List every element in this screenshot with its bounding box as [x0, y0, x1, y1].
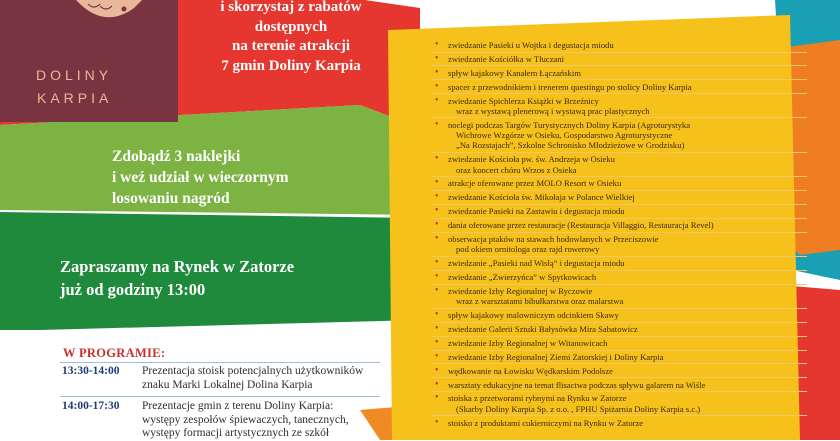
program-heading: W PROGRAMIE:: [63, 346, 166, 360]
attraction-line: • noclegi podczas Targów Turystycznych Doliny Karpia (Agroturystyka: [448, 119, 691, 130]
attraction-line: • zwiedzanie Izby Regionalnej Ziemi Zatorskiej i Doliny Karpia: [448, 351, 664, 362]
attraction-line: • atrakcje oferowane przez MOLO Resort w Osieku: [448, 178, 622, 189]
attraction-item: [432, 286, 807, 307]
list-divider: [432, 204, 807, 205]
attraction-item: [432, 220, 807, 230]
attraction-line: „Na Rozstajach”, Szkolne Schronisko Młodzieżowe w Grodzisku): [456, 140, 685, 151]
attraction-line: • zwiedzanie „Pasieki nad Wisłą” i degustacja miodu: [448, 258, 625, 269]
attraction-line: wraz z wystawą plenerową i wystawą prac plastycznych: [456, 105, 650, 116]
program-section: [63, 346, 165, 361]
list-divider: [432, 176, 807, 177]
attraction-item: [432, 40, 807, 50]
attraction-line: • warsztaty edukacyjne na temat flisactwa podczas spływu galarem na Wiśle: [448, 379, 706, 390]
attraction-item: [432, 178, 807, 188]
list-divider: [432, 79, 807, 80]
attraction-item: [432, 380, 807, 390]
program-divider: [60, 362, 380, 363]
attraction-item: [432, 54, 807, 64]
list-divider: [432, 52, 807, 53]
list-divider: [432, 270, 807, 271]
program-desc-line: Prezentacje gmin z terenu Doliny Karpia:: [142, 400, 334, 412]
attraction-line: • spływ kajakowy malowniczym odcinkiem Skawy: [448, 310, 619, 321]
carp-icon: [74, 0, 144, 26]
attraction-item: [432, 96, 807, 117]
attraction-item: [432, 68, 807, 78]
logo-text-line1: DOLINY: [36, 67, 113, 83]
program-time: 13:30-14:00: [62, 365, 120, 377]
attraction-line: • obserwacja ptaków na stawach hodowlanych w Przeciszowie: [448, 233, 659, 244]
attraction-item: [432, 206, 807, 216]
program-desc-line: Prezentacja stoisk potencjalnych użytkowników: [142, 365, 364, 377]
attraction-line: • stoisko z produktami cukierniczymi na Rynku w Zatorze: [448, 417, 644, 428]
doliny-karpia-logo: [0, 0, 178, 122]
attraction-item: [432, 234, 807, 255]
intro-line: 7 gmin Doliny Karpia: [221, 57, 361, 74]
intro-text: [196, 0, 386, 76]
attraction-item: [432, 120, 807, 151]
list-divider: [432, 232, 807, 233]
attraction-item: [432, 324, 807, 334]
attraction-line: wraz z warsztatami bibułkarstwa oraz malarstwa: [456, 296, 624, 307]
list-divider: [432, 363, 807, 364]
attraction-line: (Skarby Doliny Karpia Sp. z o.o. , FPHU Spiżarnia Doliny Karpia s.c.): [456, 403, 701, 414]
attraction-item: [432, 192, 807, 202]
intro-line: i skorzystaj z rabatów: [220, 0, 362, 15]
list-divider: [432, 256, 807, 257]
attraction-line: Wichrowe Wzgórze w Osieku, Gospodarstwo Agroturystyczne: [456, 130, 673, 141]
sticker-line: losowaniu nagród: [112, 190, 230, 207]
attraction-item: [432, 154, 807, 175]
attraction-line: • zwiedzanie Kościoła pw. św. Andrzeja w Osieku: [448, 154, 615, 165]
attraction-item: [432, 338, 807, 348]
intro-line: na terenie atrakcji: [231, 38, 351, 54]
attraction-line: • zwiedzanie Kościółka w Tłuczani: [448, 53, 565, 64]
program-desc: [142, 400, 387, 441]
program-time: 14:00-17:30: [62, 400, 120, 412]
attraction-item: [432, 310, 807, 320]
attraction-line: • wędkowanie na Łowisku Wędkarskim Podolsze: [448, 365, 613, 376]
attraction-line: • spacer z przewodnikiem i trenerem questingu po stolicy Doliny Karpia: [448, 81, 692, 92]
list-divider: [432, 284, 807, 285]
attraction-line: • zwiedzanie Izby Regionalnej w Witanowicach: [448, 337, 608, 348]
attraction-line: • spływ kajakowy Kanałem Łączańskim: [448, 67, 581, 78]
list-divider: [432, 377, 807, 378]
program-desc-line: występy zespołów śpiewaczych, tanecznych,: [142, 413, 349, 426]
list-divider: [432, 93, 807, 94]
list-divider: [432, 350, 807, 351]
invite-line: już od godziny 13:00: [60, 280, 206, 299]
invite-line: Zapraszamy na Rynek w Zatorze: [60, 257, 295, 276]
list-divider: [432, 336, 807, 337]
attraction-line: pod okiem ornitologa oraz rajd rowerowy: [456, 244, 600, 255]
attraction-line: • zwiedzanie Spichlerza Książki w Brzeźnicy: [448, 95, 599, 106]
invitation-text: [60, 255, 390, 301]
list-divider: [432, 218, 807, 219]
program-divider: [60, 396, 380, 397]
list-divider: [432, 322, 807, 323]
list-divider: [432, 117, 807, 118]
program-desc-line: występy formacji artystycznych ze szkół: [142, 427, 330, 439]
attraction-line: • zwiedzanie Pasieki u Wojtka i degustacja miodu: [448, 40, 614, 50]
attraction-line: • zwiedzanie Izby Regionalnej w Ryczowie: [448, 285, 593, 296]
attraction-item: [432, 393, 807, 414]
sticker-line: i weź udział w wieczornym: [112, 169, 289, 186]
list-divider: [432, 415, 807, 416]
attraction-line: • zwiedzanie Pasieki na Zastawiu i degustacja miodu: [448, 206, 625, 217]
attraction-line: • stoiska z przetworami rybnymi na Rynku w Zatorze: [448, 393, 627, 404]
sticker-contest-text: [112, 146, 362, 209]
attraction-item: [432, 272, 807, 282]
attraction-item: [432, 418, 807, 428]
attraction-line: oraz koncert chóru Wrzos z Osieka: [456, 164, 577, 175]
logo-text-line2: KARPIA: [37, 90, 113, 106]
program-desc: [142, 365, 387, 392]
list-divider: [432, 308, 807, 309]
intro-line: dostępnych: [254, 18, 328, 35]
list-divider: [432, 152, 807, 153]
attraction-item: [432, 366, 807, 376]
attraction-line: • dania oferowane przez restauracje (Restauracja Villaggio, Restauracja Revel): [448, 220, 714, 231]
attraction-item: [432, 82, 807, 92]
attraction-line: • zwiedzanie Galerii Sztuki Bałysówka Mira Sabatowicz: [448, 324, 638, 335]
attractions-list: [432, 40, 807, 428]
attraction-item: [432, 258, 807, 268]
list-divider: [432, 391, 807, 392]
attraction-line: • zwiedzanie Kościoła św. Mikołaja w Polance Wielkiej: [448, 192, 635, 203]
attraction-line: • zwiedzanie „Zwierzyńca” w Spytkowicach: [448, 272, 597, 283]
sticker-line: Zdobądź 3 naklejki: [112, 148, 241, 165]
list-divider: [432, 65, 807, 66]
attraction-item: [432, 352, 807, 362]
program-desc-line: znaku Marki Lokalnej Dolina Karpia: [142, 378, 313, 391]
list-divider: [432, 190, 807, 191]
